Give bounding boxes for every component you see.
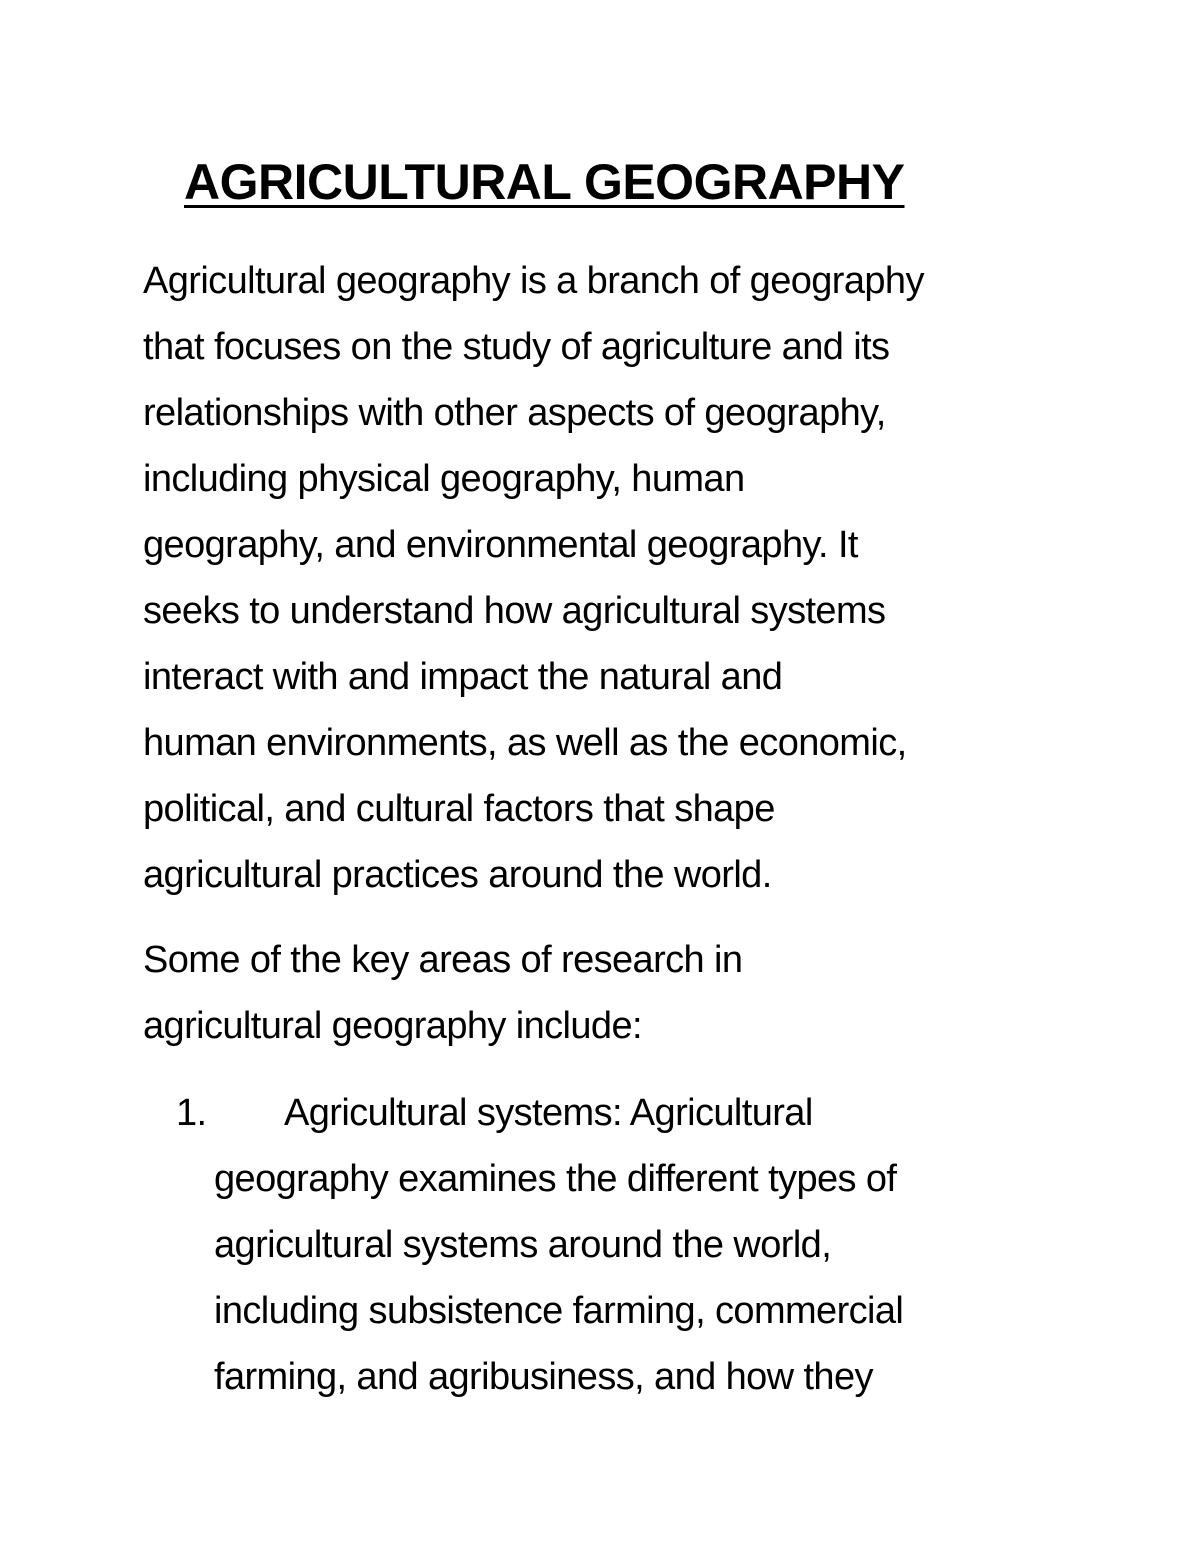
list-item-line: Agricultural systems: Agricultural	[284, 1092, 813, 1134]
list-item-line: geography examines the different types of	[214, 1158, 897, 1200]
list-item-line: agricultural systems around the world,	[214, 1224, 832, 1266]
list-item-line: farming, and agribusiness, and how they	[214, 1356, 873, 1398]
document-title: AGRICULTURAL GEOGRAPHY	[184, 154, 905, 210]
paragraph-line: agricultural practices around the world.	[143, 854, 772, 896]
paragraph-line: Some of the key areas of research in	[143, 939, 743, 981]
paragraph-line: human environments, as well as the economic,	[143, 722, 907, 764]
list-item-number: 1.	[176, 1092, 207, 1134]
paragraph-line: that focuses on the study of agriculture and its	[143, 326, 890, 368]
paragraph-intro	[143, 248, 1083, 908]
paragraph-line: agricultural geography include:	[143, 1005, 642, 1047]
list-item-first-line	[176, 1080, 1076, 1146]
list-item	[176, 1080, 1076, 1410]
paragraph-key-areas	[143, 927, 1083, 1059]
list-item-line: including subsistence farming, commercial	[214, 1290, 904, 1332]
paragraph-line: Agricultural geography is a branch of geography	[143, 260, 924, 302]
paragraph-line: political, and cultural factors that shape	[143, 788, 775, 830]
paragraph-line: interact with and impact the natural and	[143, 656, 783, 698]
paragraph-line: relationships with other aspects of geography,	[143, 392, 886, 434]
paragraph-line: geography, and environmental geography. It	[143, 524, 858, 566]
paragraph-line: seeks to understand how agricultural systems	[143, 590, 886, 632]
paragraph-line: including physical geography, human	[143, 458, 745, 500]
